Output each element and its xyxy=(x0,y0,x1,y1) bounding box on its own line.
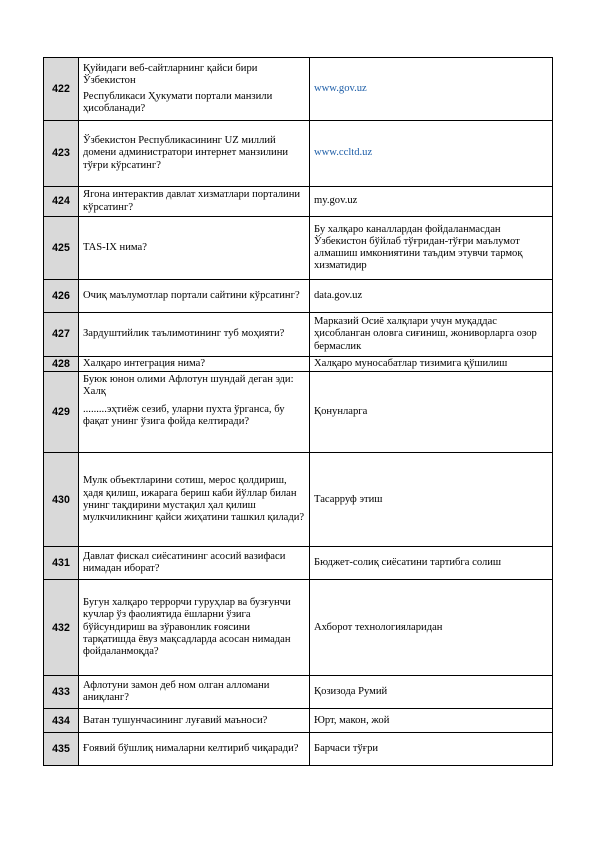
row-number: 426 xyxy=(44,280,79,313)
question-cell: Зардуштийлик таълимотининг туб моҳияти? xyxy=(79,313,310,357)
table-row xyxy=(44,357,553,372)
answer-cell: Халқаро муносабатлар тизимига қўшилиш xyxy=(310,357,553,372)
row-number: 433 xyxy=(44,676,79,709)
questions-table xyxy=(43,57,553,766)
table-row xyxy=(44,733,553,766)
question-cell xyxy=(79,58,310,121)
question-line: Буюк юнон олими Афлотун шундай деган эди: Халқ xyxy=(83,374,294,398)
table-row xyxy=(44,187,553,217)
question-line: Қуйидаги веб-сайтларнинг қайси бири Ўзбекистон xyxy=(83,62,258,86)
row-number: 423 xyxy=(44,121,79,187)
row-number: 430 xyxy=(44,453,79,547)
answer-cell: Қозизода Румий xyxy=(310,676,553,709)
row-number: 435 xyxy=(44,733,79,766)
question-cell: Очиқ маълумотлар портали сайтини кўрсатинг? xyxy=(79,280,310,313)
table-row xyxy=(44,121,553,187)
table-row xyxy=(44,709,553,733)
question-cell: Ўзбекистон Республикасининг UZ миллий домени администратори интернет манзилини тўғри кўрсатинг? xyxy=(79,121,310,187)
answer-cell: Бюджет-солиқ сиёсатини тартибга солиш xyxy=(310,547,553,580)
row-number: 424 xyxy=(44,187,79,217)
question-line: Республикаси Ҳукумати портали манзили ҳисобланади? xyxy=(83,91,273,115)
question-cell: Давлат фискал сиёсатининг асосий вазифаси нимадан иборат? xyxy=(79,547,310,580)
question-cell: Ягона интерактив давлат хизматлари порталини кўрсатинг? xyxy=(79,187,310,217)
row-number: 434 xyxy=(44,709,79,733)
answer-link[interactable]: www.gov.uz xyxy=(314,82,367,94)
answer-cell: Ахборот технологияларидан xyxy=(310,580,553,676)
answer-cell: my.gov.uz xyxy=(310,187,553,217)
question-cell xyxy=(79,372,310,453)
question-cell: TAS-IX нима? xyxy=(79,217,310,280)
answer-link[interactable]: www.ccltd.uz xyxy=(314,147,373,159)
row-number: 422 xyxy=(44,58,79,121)
row-number: 429 xyxy=(44,372,79,453)
question-cell: Ғоявий бўшлиқ нималарни келтириб чиқаради? xyxy=(79,733,310,766)
table-row xyxy=(44,217,553,280)
table-row xyxy=(44,547,553,580)
table-row xyxy=(44,676,553,709)
answer-cell: Юрт, макон, жой xyxy=(310,709,553,733)
row-number: 428 xyxy=(44,357,79,372)
answer-cell: data.gov.uz xyxy=(310,280,553,313)
row-number: 431 xyxy=(44,547,79,580)
answer-cell: Қонунларга xyxy=(310,372,553,453)
answer-cell: Бу халқаро каналлардан фойдаланмасдан Ўзбекистон бўйлаб тўғридан-тўғри маълумот алмашиш имкониятини таъдим этувчи тармоқ хизматидир xyxy=(310,217,553,280)
row-number: 427 xyxy=(44,313,79,357)
question-cell: Бугун халқаро террорчи гуруҳлар ва бузғунчи кучлар ўз фаолиятида ёшларни ўзига бўйсундириш ва зўравонлик ғоясини тарқатишда ёвуз мақсадларда асосан нимадан фойдаланмоқда? xyxy=(79,580,310,676)
question-line: .........эҳтиёж сезиб, уларни пухта ўрганса, бу фақат унинг ўзига фойда келтиради? xyxy=(83,403,285,427)
answer-cell xyxy=(310,58,553,121)
table-row xyxy=(44,580,553,676)
answer-cell xyxy=(310,121,553,187)
row-number: 432 xyxy=(44,580,79,676)
table-row xyxy=(44,58,553,121)
table-row xyxy=(44,372,553,453)
table-row xyxy=(44,453,553,547)
question-cell: Халқаро интеграция нима? xyxy=(79,357,310,372)
answer-cell: Тасарруф этиш xyxy=(310,453,553,547)
question-cell: Ватан тушунчасининг луғавий маъноси? xyxy=(79,709,310,733)
question-cell: Афлотуни замон деб ном олган алломани аниқланг? xyxy=(79,676,310,709)
table-row xyxy=(44,313,553,357)
row-number: 425 xyxy=(44,217,79,280)
question-cell: Мулк объектларини сотиш, мерос қолдириш, ҳадя қилиш, ижарага бериш каби йўллар билан унинг тақдирини мустақил ҳал қилиш мулкчиликнинг қайси жиҳатини ташкил қилади? xyxy=(79,453,310,547)
table-row xyxy=(44,280,553,313)
answer-cell: Марказий Осиё халқлари учун муқаддас ҳисобланган оловга сиғиниш, жониворларга озор бермаслик xyxy=(310,313,553,357)
answer-cell: Барчаси тўғри xyxy=(310,733,553,766)
